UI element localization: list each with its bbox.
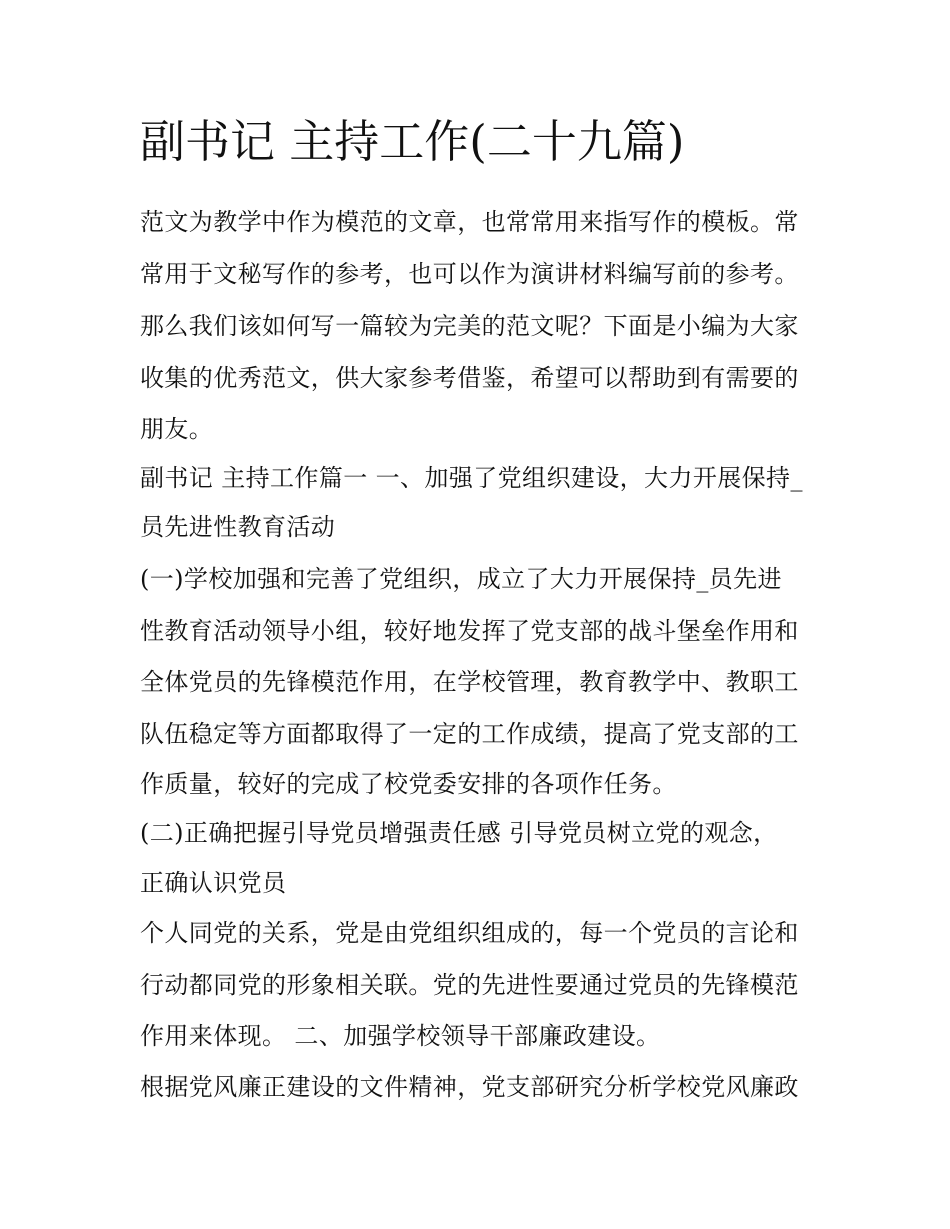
body-line: 行动都同党的形象相关联。党的先进性要通过党员的先锋模范: [140, 971, 799, 999]
body-line: 正确认识党员: [140, 869, 287, 897]
body-line: 常用于文秘写作的参考，也可以作为演讲材料编写前的参考。: [140, 260, 799, 288]
body-line: 性教育活动领导小组，较好地发挥了党支部的战斗堡垒作用和: [140, 617, 799, 645]
body-line: 作用来体现。 二、加强学校领导干部廉政建设。: [140, 1022, 661, 1050]
body-line: 根据党风廉正建设的文件精神，党支部研究分析学校党风廉政: [140, 1073, 799, 1101]
section-heading-line: 员先进性教育活动: [140, 513, 336, 541]
body-line: 朋友。: [140, 415, 214, 443]
body-line: 收集的优秀范文，供大家参考借鉴，希望可以帮助到有需要的: [140, 364, 799, 392]
body-line: 作质量，较好的完成了校党委安排的各项作任务。: [140, 770, 677, 798]
body-line: (一)学校加强和完善了党组织，成立了大力开展保持_员先进: [140, 565, 782, 593]
body-line: (二)正确把握引导党员增强责任感 引导党员树立党的观念，: [140, 819, 778, 847]
body-line: 范文为教学中作为模范的文章，也常常用来指写作的模板。常: [140, 208, 799, 236]
document-title: 副书记 主持工作(二十九篇): [140, 115, 685, 168]
body-line: 那么我们该如何写一篇较为完美的范文呢？下面是小编为大家: [140, 312, 799, 340]
body-line: 个人同党的关系，党是由党组织组成的，每一个党员的言论和: [140, 919, 799, 947]
body-line: 队伍稳定等方面都取得了一定的工作成绩，提高了党支部的工: [140, 720, 799, 748]
body-line: 全体党员的先锋模范作用，在学校管理，教育教学中、教职工: [140, 668, 799, 696]
section-heading-line: 副书记 主持工作篇一 一、加强了党组织建设，大力开展保持_: [140, 464, 803, 492]
